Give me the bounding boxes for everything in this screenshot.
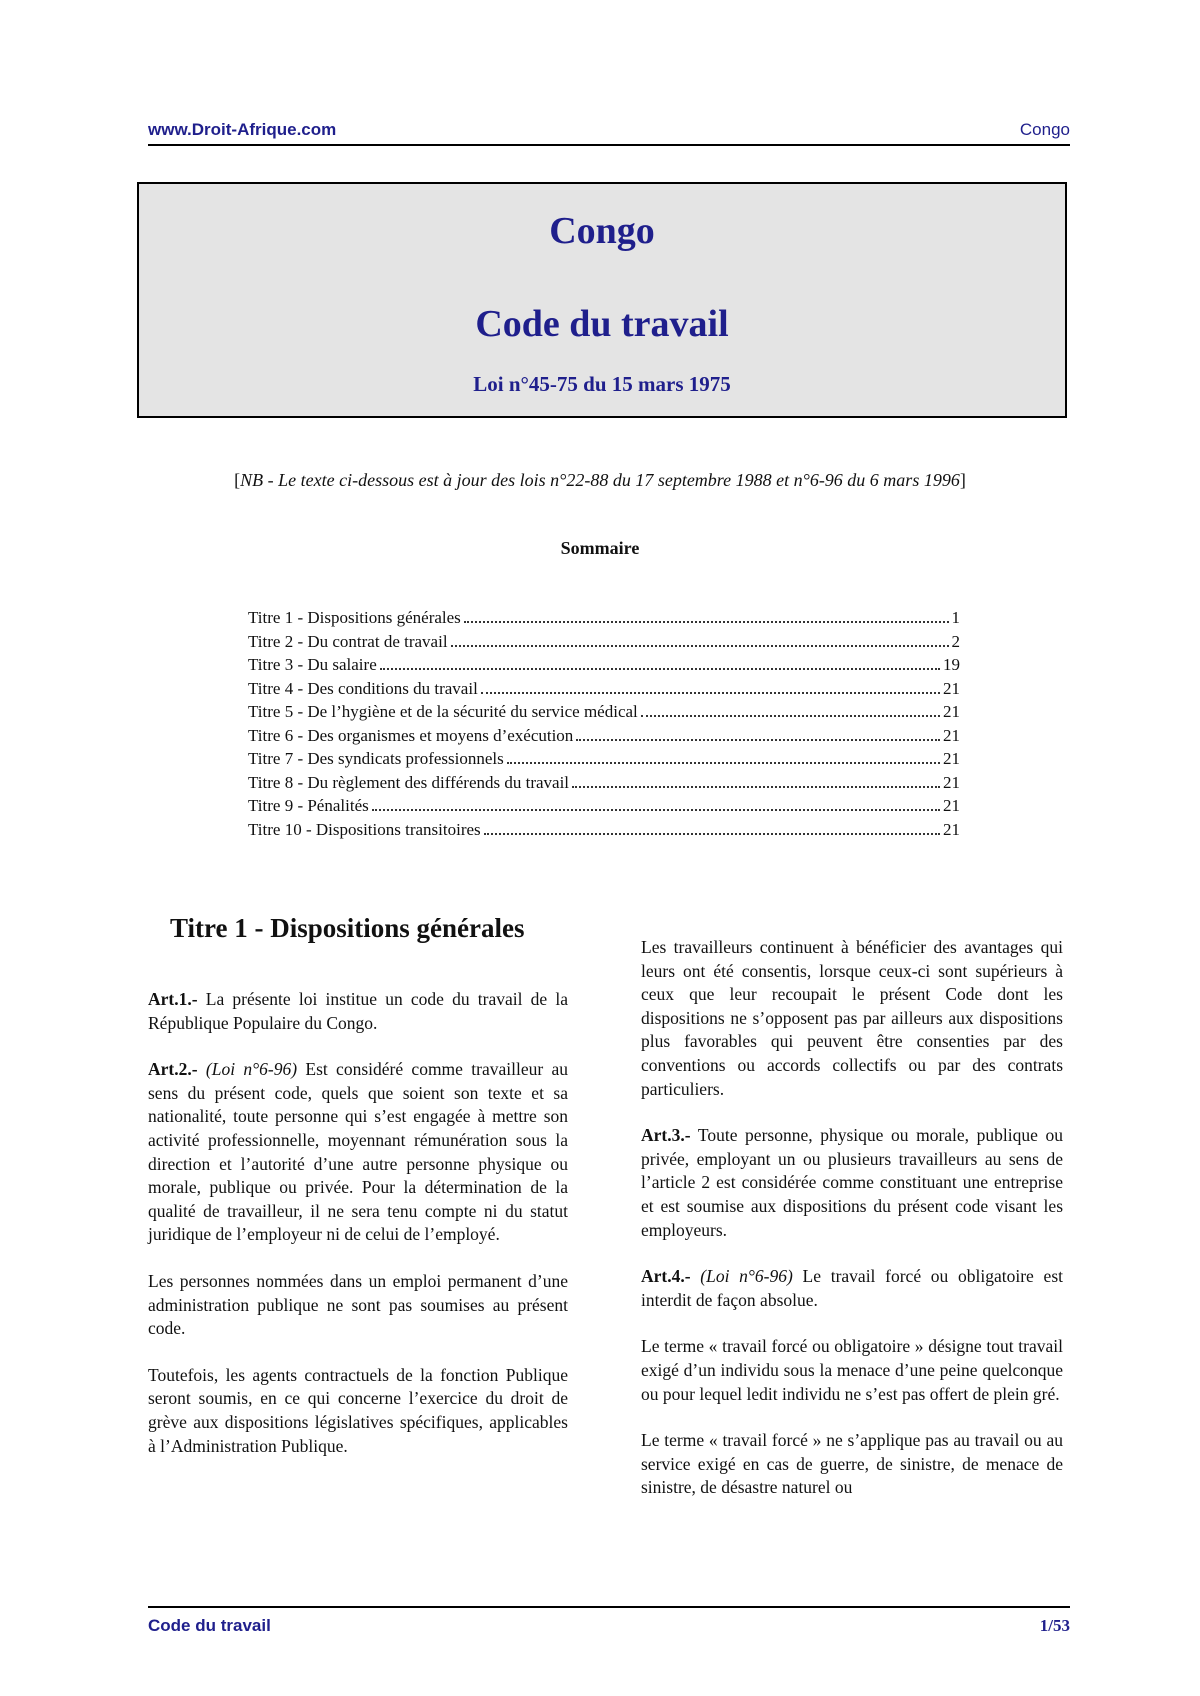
page-header <box>148 120 1070 146</box>
toc-item[interactable]: Titre 2 - Du contrat de travail 2 <box>248 631 960 651</box>
paragraph: Toutefois, les agents contractuels de la fonction Publique seront soumis, en ce qui concerne l’exercice du droit de grève aux dispositions législatives spécifiques, applicables à l’Administration Publique. <box>148 1364 568 1456</box>
site-link[interactable]: www.Droit-Afrique.com <box>148 120 337 139</box>
paragraph: Les personnes nommées dans un emploi permanent d’une administration publique ne sont pas soumises au présent code. <box>148 1270 568 1339</box>
document-title: Code du travail <box>475 303 729 345</box>
page-footer <box>148 1606 1070 1635</box>
article-1: Art.1.- La présente loi institue un code du travail de la République Populaire du Congo. <box>148 989 569 1033</box>
toc-item[interactable]: Titre 4 - Des conditions du travail 21 <box>248 678 960 698</box>
toc-item[interactable]: Titre 1 - Dispositions générales 1 <box>248 608 960 627</box>
article-3: Art.3.- Toute personne, physique ou morale, publique ou privée, employant un ou plusieurs travailleurs au sens de l’article 2 est considérée comme constituant une entreprise et est soumise aux dispositions du présent code visant les employeurs. <box>641 1125 1063 1240</box>
toc-item[interactable]: Titre 9 - Pénalités 21 <box>248 796 960 815</box>
update-note: [NB - Le texte ci-dessous est à jour des lois n°22-88 du 17 septembre 1988 et n°6-96 du 6 mars 1996] <box>234 470 966 490</box>
paragraph: Les travailleurs continuent à bénéficier des avantages qui leurs ont été consentis, lorsque ceux-ci sont supérieurs à ceux que leur recoupait le présent Code dont les dispositions ne s’opposent pas par ailleurs aux dispositions plus favorables qui peuvent être consenties par des conventions ou accords collectifs ou par des contrats particuliers. <box>641 937 1063 1099</box>
left-column <box>148 912 568 1481</box>
toc-item[interactable]: Titre 7 - Des syndicats professionnels 21 <box>248 749 960 768</box>
toc-item[interactable]: Titre 10 - Dispositions transitoires 21 <box>248 819 960 839</box>
article-2: Art.2.- (Loi n°6-96) Est considéré comme travailleur au sens du présent code, quels que soient son texte et sa nationalité, toute personne qui s’est engagée à mettre son activité professionnelle, moyennant rémunération sous la direction et l’autorité d’une autre personne physique ou morale, publique ou privée. Pour la détermination de la qualité de travailleur, il ne sera tenu compte ni du statut juridique de l’employeur ni de celui de l’employé. <box>148 1059 569 1245</box>
section-heading: Titre 1 - Dispositions générales <box>170 913 525 943</box>
sommaire-heading: Sommaire <box>560 538 640 558</box>
right-column <box>641 936 1063 1523</box>
article-4: Art.4.- (Loi n°6-96) Le travail forcé ou obligatoire est interdit de façon absolue. <box>641 1266 1063 1310</box>
table-of-contents <box>248 608 960 843</box>
toc-item[interactable]: Titre 3 - Du salaire 19 <box>248 655 960 674</box>
footer-title: Code du travail <box>148 1616 271 1635</box>
law-reference: Loi n°45-75 du 15 mars 1975 <box>473 372 731 396</box>
title-block <box>137 182 1067 418</box>
toc-item[interactable]: Titre 5 - De l’hygiène et de la sécurité du service médical 21 <box>248 702 960 721</box>
toc-item[interactable]: Titre 6 - Des organismes et moyens d’exécution 21 <box>248 725 960 745</box>
title-country: Congo <box>549 210 655 252</box>
paragraph: Le terme « travail forcé » ne s’applique pas au travail ou au service exigé en cas de guerre, de sinistre, de menace de sinistre, de désastre naturel ou <box>641 1430 1063 1498</box>
toc-item[interactable]: Titre 8 - Du règlement des différends du travail 21 <box>248 772 960 792</box>
update-note-text: NB - Le texte ci-dessous est à jour des lois n°22-88 du 17 septembre 1988 et n°6-96 du 6 mars 1996 <box>240 470 960 490</box>
header-country: Congo <box>1019 120 1070 139</box>
page-number: 1/53 <box>1039 1616 1070 1635</box>
paragraph: Le terme « travail forcé ou obligatoire » désigne tout travail exigé d’un individu sous la menace d’une peine quelconque ou pour lequel ledit individu ne s’est pas offert de plein gré. <box>641 1336 1063 1404</box>
